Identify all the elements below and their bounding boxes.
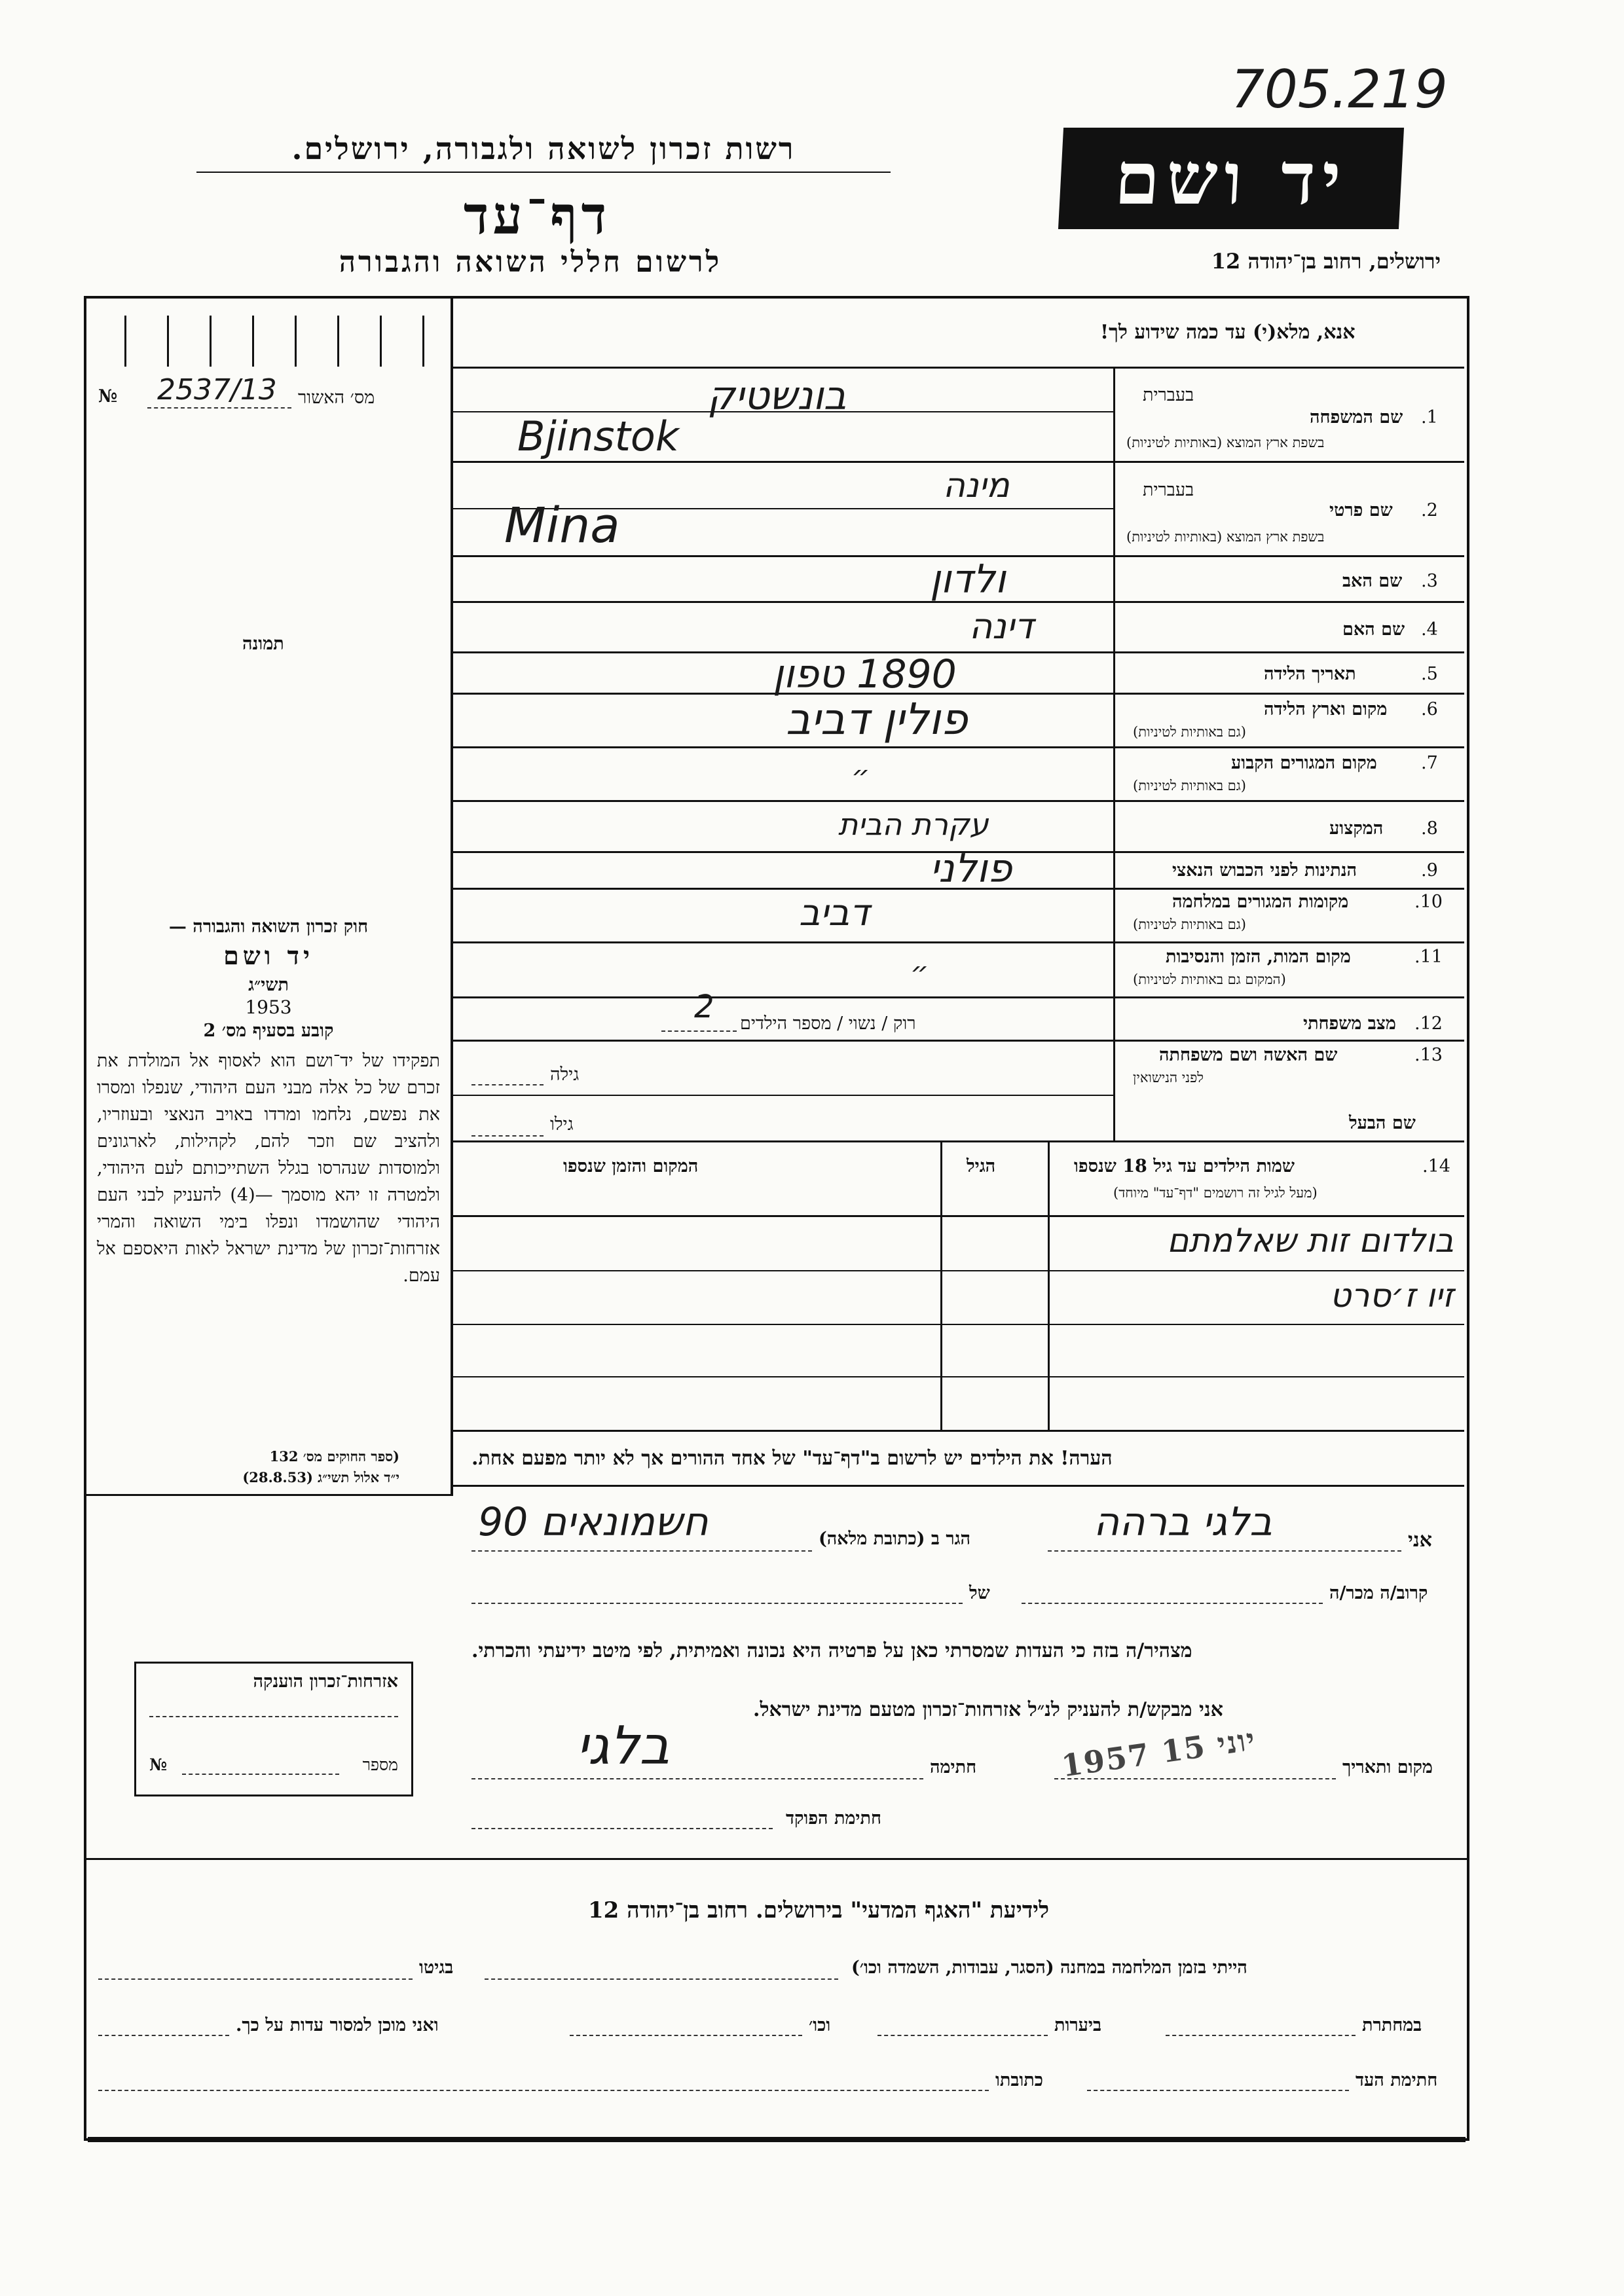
field-9-number: 9. [1421, 860, 1438, 881]
approval-number-value: 2537/13 [157, 373, 277, 407]
declaration-i-line [1048, 1550, 1401, 1552]
field-6-sub: (גם באותיות לטיניות) [1133, 724, 1246, 740]
husband-label: שם הבעל [1349, 1113, 1416, 1133]
field-7-number: 7. [1421, 753, 1438, 773]
approval-number-line [147, 407, 291, 409]
husband-age-line [471, 1135, 544, 1137]
children-title: שמות הילדים עד גיל 18 שנספו [1074, 1156, 1295, 1176]
ready-label: ואני מוכן למסור עדות על כך. [236, 2015, 439, 2035]
officer-line [471, 1828, 773, 1829]
label-column-divider [1113, 368, 1115, 1140]
field-3-label: שם האב [1342, 571, 1403, 591]
field-7-value: ״ [851, 759, 870, 793]
left-column-divider [451, 296, 453, 1494]
field-11-label: מקום המות, הזמן והנסיבות [1166, 947, 1351, 967]
authority-underline [196, 172, 891, 173]
row-sep-7 [453, 800, 1464, 802]
statement-text: מצהיר/ה בזה כי העדות שמסרתי כאן על פרטיה היא נכונה ואמיתית, לפי מיטב ידיעתי והכרתי. [471, 1639, 1192, 1662]
field-11-number: 11. [1414, 947, 1443, 967]
field-4-value: דינה [969, 606, 1034, 647]
authority-title: רשות זכרון לשואה ולגבורה, ירושלים. [291, 131, 796, 166]
child-row-1: בולדום זות שאלמתם [1167, 1222, 1454, 1260]
request-text: אני מבקש/ת להעניק לנ״ל אזרחות־זכרון מטעם מדינת ישראל. [753, 1698, 1223, 1721]
relative-line [1022, 1603, 1323, 1604]
signature-value: בלגי [576, 1715, 670, 1776]
etc-label: וכו׳ [809, 2015, 831, 2035]
row-sep-1 [453, 461, 1464, 463]
row-sep-14 [453, 1140, 1464, 1142]
of-label: של [969, 1583, 990, 1603]
row-sep-10 [453, 941, 1464, 943]
note-text: הערה! את הילדים יש לרשום ב"דף־עד" של אחד ההורים אך לא יותר מפעם אחת. [471, 1447, 1113, 1470]
ready-fill [98, 2035, 229, 2036]
photo-label: תמונה [242, 634, 284, 654]
children-col-place: המקום והזמן שנספו [563, 1156, 699, 1176]
field-2-label: שם פרטי [1329, 500, 1393, 520]
signature-label: חתימה [930, 1757, 977, 1777]
field-12-label: מצב משפחתי [1303, 1013, 1396, 1034]
special-line1-fill [485, 1978, 838, 1980]
law-title: חוק זכרון השואה והגבורה — [168, 917, 369, 937]
declaration-residing-value: חשמונאים 90 [478, 1499, 709, 1545]
law-name: יד ושם [223, 941, 314, 970]
field-4-number: 4. [1421, 619, 1438, 640]
children-col-age: הגיל [967, 1156, 996, 1176]
header-address: ירושלים, רחוב בן־יהודה 12 [1211, 249, 1441, 274]
field-5-label: תאריך הלידה [1264, 664, 1356, 684]
field-4-label: שם האם [1342, 619, 1405, 640]
forests-label: ביערות [1054, 2015, 1102, 2035]
declaration-i-label: אני [1408, 1529, 1432, 1552]
approval-number-symbol: № [98, 386, 118, 407]
marital-options: רוק / נשוי / מספר הילדים [740, 1013, 916, 1034]
field-1-sub: בשפת ארץ המוצא (באותיות לטיניות) [1126, 435, 1325, 450]
children-header-sep [453, 1215, 1464, 1217]
field-12-number: 12. [1414, 1013, 1443, 1034]
field-13-sub: לפני הנישואין [1133, 1070, 1204, 1085]
husband-age-label: גילו [550, 1114, 574, 1135]
law-block [92, 917, 445, 1289]
note-top [453, 1430, 1464, 1432]
wife-age-line [471, 1084, 544, 1085]
field-2-number: 2. [1421, 500, 1438, 520]
law-year: 1953 [245, 996, 292, 1018]
intro-divider [453, 367, 1464, 369]
citizenship-title: אזרחות־זכרון הוענקה [253, 1671, 398, 1692]
field-11-value: ״ [910, 956, 929, 989]
field-13-label: שם האשה ושם משפחתה [1159, 1045, 1338, 1065]
field-6-label: מקום וארץ הלידה [1264, 699, 1388, 720]
row-sep-4 [453, 651, 1464, 653]
row-sep-6 [453, 746, 1464, 748]
resistance-fill [1166, 2035, 1356, 2036]
row-sep-11 [453, 996, 1464, 998]
field-8-value: עקרת הבית [838, 807, 989, 842]
of-line [471, 1603, 963, 1604]
field-6-number: 6. [1421, 699, 1438, 720]
citizenship-number-label: מספר [362, 1755, 398, 1774]
hebrew-tag-1: בעברית [1143, 385, 1194, 405]
code-ticks [98, 316, 445, 367]
children-row-sep-1 [453, 1270, 1464, 1271]
children-col-1 [1048, 1142, 1050, 1430]
citizenship-box [134, 1662, 413, 1796]
field-2-value: מינה [943, 466, 1010, 505]
left-column-bottom [84, 1494, 453, 1496]
field-8-number: 8. [1421, 818, 1438, 839]
declaration-residing-line [471, 1550, 812, 1552]
special-ghetto-label: בגיטו [419, 1958, 454, 1978]
children-count-line [661, 1030, 737, 1032]
declaration-i-value: בלגי ברהה [1094, 1499, 1272, 1545]
bottom-section-top [84, 1858, 1467, 1860]
field-2-sub: בשפת ארץ המוצא (באותיות לטיניות) [1126, 529, 1325, 545]
child-row-2: זיו ז׳סרט [1329, 1277, 1454, 1315]
field-7-sub: (גם באותיות לטיניות) [1133, 778, 1246, 793]
field-1-value: בונשטיק [707, 373, 847, 419]
relative-label: קרוב/ה מכר/ה [1329, 1583, 1428, 1603]
field-11-sub: (המקום גם באותיות לטיניות) [1133, 972, 1286, 987]
form-name: דף־עד [463, 185, 611, 246]
address-fill [98, 2090, 989, 2091]
law-source: (ספר החוקים מס׳ 132 [269, 1448, 399, 1465]
field-2-value-latin: Mina [504, 498, 620, 554]
children-col-2 [940, 1142, 942, 1430]
approval-number-label: מס׳ האשור [298, 388, 375, 408]
frame-shadow [88, 2137, 1466, 2142]
law-clause: קובע בסעיף מס׳ 2 [203, 1021, 334, 1041]
form-purpose: לרשום חללי השואה והגבורה [339, 246, 722, 279]
field-5-value: 1890 טפון [773, 651, 957, 697]
row-sep-13 [453, 1095, 1113, 1096]
field-8-label: המקצוע [1329, 818, 1384, 839]
hebrew-tag-2: בעברית [1143, 480, 1194, 500]
special-title: לידיעת "האגף המדעי" בירושלים. רחוב בן־יהודה 12 [588, 1897, 1049, 1923]
field-9-value: פולני [930, 846, 1012, 892]
field-10-number: 10. [1414, 892, 1443, 912]
wife-age-label: גילה [550, 1065, 580, 1085]
yad-vashem-logo [1058, 128, 1404, 229]
field-1-number: 1. [1421, 407, 1438, 428]
place-date-label: מקום ותאריך [1342, 1757, 1433, 1777]
law-text: תפקידו של יד־ושם הוא לאסוף אל המולדת את זכרם של כל אלה מבני העם היהודי, שנפלו ומסרו את נפשם, נלחמו ומרדו באויב הנאצי ובעוזריו, ולהציב שם וזכר להם, לקהילות, לארגונים ולמוסדות שנהרסו בגלל השתייכותם לעם היהודי, ולמטרה זו יהא מוסמך —(4) להעניק לבני העם היהודי שהושמדו ונפלו בימי השואה והמרי אזרחות־זכרון של מדינת ישראל לאות היאספם אל עמם. [97, 1051, 440, 1286]
children-sub: (מעל לגיל זה רושמים "דף־עד" מיוחד) [1113, 1185, 1318, 1201]
field-13-number: 13. [1414, 1045, 1443, 1065]
field-7-label: מקום המגורים הקבוע [1231, 753, 1377, 773]
row-sep-12 [453, 1040, 1464, 1042]
field-10-sub: (גם באותיות לטיניות) [1133, 917, 1246, 932]
special-ghetto-fill [98, 1978, 413, 1980]
field-1-label: שם המשפחה [1310, 407, 1403, 428]
field-1-value-latin: Bjinstok [517, 412, 679, 460]
etc-fill [570, 2035, 802, 2036]
citizenship-number-symbol: № [149, 1755, 168, 1774]
law-year-heb: תשי״ג [248, 975, 289, 995]
witness-signature-fill [1087, 2090, 1349, 2091]
field-9-label: הנתינות לפני הכבוש הנאצי [1172, 860, 1357, 881]
forests-fill [877, 2035, 1048, 2036]
children-row-sep-2 [453, 1324, 1464, 1325]
field-10-value: דביב [799, 892, 870, 934]
declaration-residing-label: הגר ב (כתובת מלאה) [819, 1529, 971, 1549]
logo-text: יד ושם [1113, 136, 1350, 221]
law-source-date: י״ד אלול תשי״ג (28.8.53) [242, 1469, 399, 1485]
date-stamp: 1957 יוני 15 [1059, 1721, 1259, 1784]
note-bottom [453, 1485, 1464, 1487]
children-row-sep-3 [453, 1376, 1464, 1377]
special-line1: הייתי בזמן המלחמה במחנה (הסגר, עבודות, השמדה וכו׳) [851, 1958, 1247, 1978]
address-label: כתובתו [995, 2070, 1043, 2090]
signature-line [471, 1778, 923, 1779]
field-10-label: מקומות המגורים במלחמה [1172, 892, 1349, 912]
children-number: 14. [1422, 1156, 1450, 1176]
field-3-number: 3. [1421, 571, 1438, 591]
intro-text: אנא, מלא(י) עד כמה שידוע לך! [1100, 321, 1356, 344]
archive-number: 705.219 [1231, 59, 1448, 120]
children-count-value: 2 [694, 989, 714, 1025]
field-3-value: ולדון [930, 556, 1006, 602]
resistance-label: במחתרת [1362, 2015, 1422, 2035]
field-5-number: 5. [1421, 664, 1438, 684]
field-6-value: פולין דביב [786, 694, 968, 744]
officer-label: חתימת הפוקד [786, 1808, 881, 1829]
witness-signature-label: חתימת העד [1356, 2070, 1438, 2090]
